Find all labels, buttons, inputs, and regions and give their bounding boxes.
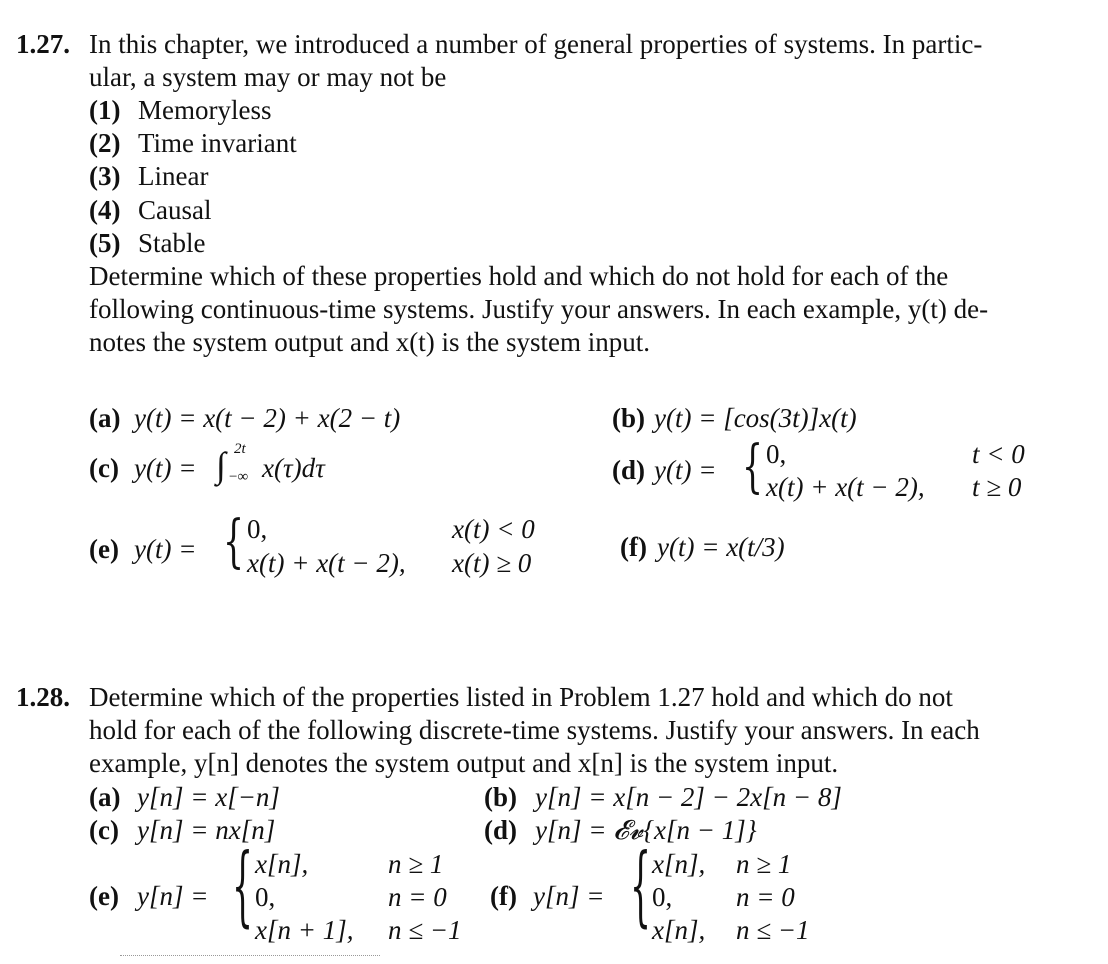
part-e-lhs: y(t) =: [134, 534, 197, 564]
case-value: x[n],: [652, 915, 706, 945]
left-brace: {: [630, 837, 652, 939]
part-c-label: (c): [89, 453, 119, 483]
case-condition: t ≥ 0: [972, 472, 1022, 502]
part-f-lhs: y[n] =: [533, 881, 605, 911]
part-e-label: (e): [89, 881, 119, 911]
case-condition: x(t) < 0: [452, 514, 535, 544]
part-e-label: (e): [89, 534, 119, 564]
property-text: Memoryless: [138, 95, 272, 125]
case-condition: n ≤ −1: [736, 915, 810, 945]
case-condition: n = 0: [388, 882, 447, 912]
property-text: Causal: [138, 195, 212, 225]
integrand: x(τ)dτ: [262, 453, 325, 483]
part-d-lhs: y(t) =: [654, 455, 717, 485]
part-a-equation: y[n] = x[−n]: [137, 782, 280, 812]
case-condition: x(t) ≥ 0: [452, 548, 532, 578]
property-label: (5): [89, 228, 121, 258]
instruction-line: Determine which of these properties hold and which do not hold for each of the: [89, 261, 949, 291]
left-brace: {: [742, 434, 764, 501]
instruction-line: notes the system output and x(t) is the system input.: [89, 327, 650, 357]
property-text: Stable: [138, 228, 206, 258]
case-value: 0,: [766, 439, 787, 469]
part-a-equation: y(t) = x(t − 2) + x(2 − t): [134, 403, 401, 433]
part-c-equation: y[n] = nx[n]: [137, 815, 276, 845]
case-value: 0,: [247, 514, 268, 544]
case-condition: t < 0: [972, 439, 1025, 469]
intro-line: In this chapter, we introduced a number of general properties of systems. In partic-: [89, 29, 983, 59]
part-f-equation: y(t) = x(t/3): [657, 532, 785, 562]
integral-upper-limit: 2t: [234, 441, 246, 457]
case-condition: n ≥ 1: [388, 849, 444, 879]
case-value: x[n],: [255, 849, 309, 879]
integral-sign: ∫: [216, 445, 226, 485]
left-brace: {: [232, 837, 254, 939]
part-a-label: (a): [89, 782, 121, 812]
part-b-equation: y[n] = x[n − 2] − 2x[n − 8]: [535, 782, 842, 812]
case-condition: n ≥ 1: [736, 849, 792, 879]
property-label: (2): [89, 128, 121, 158]
property-label: (4): [89, 195, 121, 225]
problem-number: 1.28.: [16, 682, 70, 712]
part-d-equation: y[n] = 𝓔𝓿{x[n − 1]}: [535, 815, 757, 845]
part-a-label: (a): [89, 403, 121, 433]
part-b-label: (b): [612, 403, 645, 433]
intro-line: hold for each of the following discrete-time systems. Justify your answers. In each: [89, 715, 980, 745]
part-f-label: (f): [490, 881, 517, 911]
intro-line: Determine which of the properties listed in Problem 1.27 hold and which do not: [89, 682, 953, 712]
case-value: 0,: [255, 882, 276, 912]
cut-off-divider: [120, 955, 380, 956]
case-condition: n = 0: [736, 882, 795, 912]
problem-number: 1.27.: [16, 29, 70, 59]
case-value: x[n],: [652, 849, 706, 879]
left-brace: {: [223, 509, 245, 576]
property-text: Time invariant: [138, 128, 297, 158]
integral-lower-limit: −∞: [229, 469, 249, 485]
part-b-equation: y(t) = [cos(3t)]x(t): [654, 403, 857, 433]
part-d-label: (d): [612, 455, 645, 485]
property-label: (1): [89, 95, 121, 125]
case-value: x[n + 1],: [255, 915, 354, 945]
intro-line: example, y[n] denotes the system output and x[n] is the system input.: [89, 748, 839, 778]
case-value: 0,: [652, 882, 673, 912]
part-b-label: (b): [484, 782, 517, 812]
part-e-lhs: y[n] =: [137, 881, 209, 911]
instruction-line: following continuous-time systems. Justify your answers. In each example, y(t) de-: [89, 294, 989, 324]
part-c-label: (c): [89, 815, 119, 845]
property-label: (3): [89, 161, 121, 191]
case-value: x(t) + x(t − 2),: [247, 548, 406, 578]
part-f-label: (f): [620, 532, 647, 562]
intro-line: ular, a system may or may not be: [89, 62, 447, 92]
part-c-lhs: y(t) =: [134, 453, 197, 483]
case-value: x(t) + x(t − 2),: [766, 472, 925, 502]
part-d-label: (d): [484, 815, 517, 845]
property-text: Linear: [138, 161, 209, 191]
case-condition: n ≤ −1: [388, 915, 462, 945]
